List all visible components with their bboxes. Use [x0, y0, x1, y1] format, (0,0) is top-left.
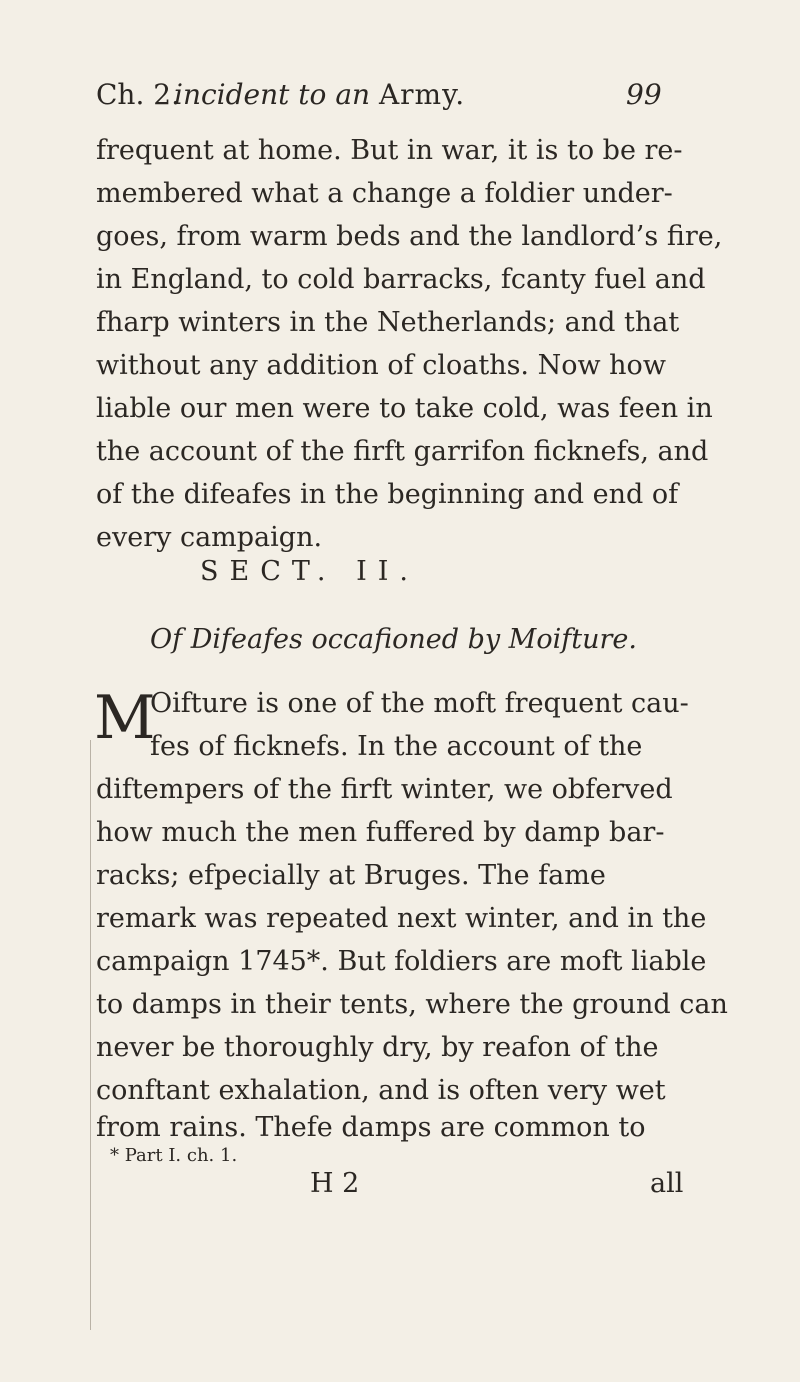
text-line: how much the men fuffered by damp bar- [96, 817, 665, 848]
binding-edge-line [90, 740, 91, 1330]
text-line: conftant exhalation, and is often very wet [96, 1075, 666, 1106]
text-line: fes of ficknefs. In the account of the [150, 731, 643, 762]
section-subtitle: Of Difeafes occafioned by Moifture. [150, 624, 637, 655]
text-line: never be thoroughly dry, by reafon of the [96, 1032, 659, 1063]
text-line: every campaign. [96, 522, 323, 553]
page-number: 99 [626, 78, 662, 111]
running-title-italic: incident to an [174, 78, 371, 111]
text-line: without any addition of cloaths. Now how [96, 350, 666, 381]
signature-mark: H 2 [310, 1168, 360, 1199]
text-line: Oifture is one of the moft frequent cau- [150, 688, 689, 719]
text-line: to damps in their tents, where the ground can [96, 989, 728, 1020]
running-header [96, 78, 696, 118]
text-line: membered what a change a foldier under- [96, 178, 673, 209]
text-line: racks; efpecially at Bruges. The fame [96, 860, 606, 891]
text-line: frequent at home. But in war, it is to be re- [96, 135, 683, 166]
running-title-caps: Army. [378, 78, 466, 111]
footnote: * Part I. ch. 1. [110, 1145, 238, 1166]
text-line: liable our men were to take cold, was feen in [96, 393, 713, 424]
text-line: the account of the firft garrifon ficknefs, and [96, 436, 709, 467]
chapter-label: Ch. 2. [96, 78, 180, 111]
catchword: all [650, 1168, 684, 1199]
section-heading: SECT. II. [200, 556, 419, 587]
text-line: in England, to cold barracks, fcanty fuel and [96, 264, 706, 295]
text-line: of the difeafes in the beginning and end of [96, 479, 679, 510]
text-line: fharp winters in the Netherlands; and that [96, 307, 680, 338]
running-title [174, 78, 465, 111]
text-line: diftempers of the firft winter, we obferved [96, 774, 673, 805]
text-line: from rains. Thefe damps are common to [96, 1112, 646, 1143]
drop-cap: M [94, 683, 156, 753]
text-line: goes, from warm beds and the landlord’s fire, [96, 221, 723, 252]
text-line: campaign 1745*. But foldiers are moft liable [96, 946, 707, 977]
text-line: remark was repeated next winter, and in the [96, 903, 707, 934]
